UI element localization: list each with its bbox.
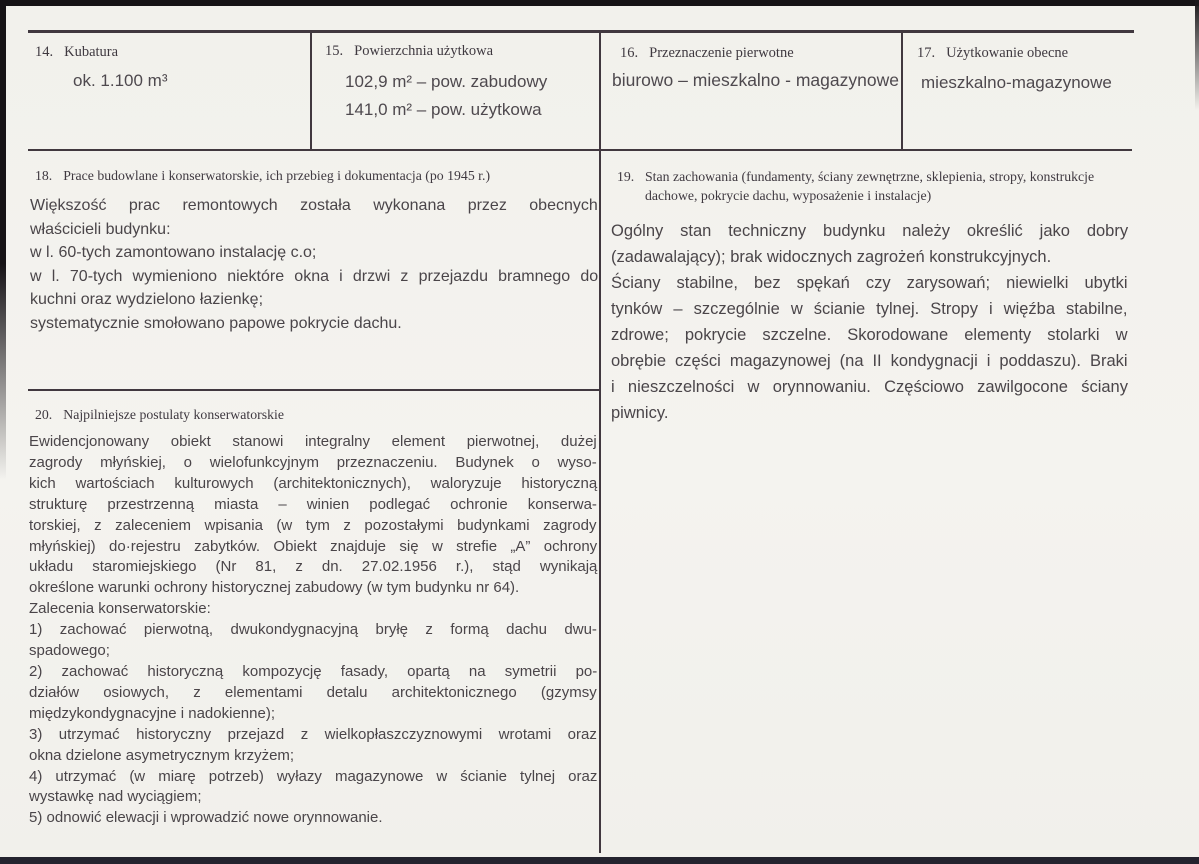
field-18-prace-budowlane bbox=[28, 151, 599, 389]
field-17-label-row bbox=[917, 45, 1134, 62]
text-line: i nieszczelności w orynnowaniu. Częściowo zawilgocone ściany bbox=[611, 378, 1128, 396]
field-17-label: Użytkowanie obecne bbox=[946, 45, 1069, 61]
scan-edge-top bbox=[0, 0, 1199, 6]
field-16-number: 16. bbox=[620, 45, 639, 61]
text-line: właścicieli budynku: bbox=[30, 220, 171, 238]
text-line: Zalecenia konserwatorskie: bbox=[29, 600, 211, 618]
field-15-values bbox=[345, 68, 599, 124]
field-19-body-text bbox=[611, 218, 1128, 426]
text-line: młyńskiej) do·rejestru zabytków. Obiekt znajduje się w strefie „A” ochrony bbox=[29, 537, 598, 555]
field-17-number: 17. bbox=[917, 45, 936, 61]
field-19-label bbox=[645, 168, 1134, 205]
scan-edge-right bbox=[1195, 0, 1199, 110]
field-20-number: 20. bbox=[35, 407, 53, 422]
field-14-value: ok. 1.100 m³ bbox=[73, 71, 168, 90]
field-20-postulaty-konserwatorskie bbox=[28, 391, 599, 853]
text-line: Większość prac remontowych została wykonana przez obecnych bbox=[30, 197, 598, 214]
text-line: układu staromiejskiego (Nr 81, z dn. 27.02.1956 r.), stąd wynikają bbox=[29, 558, 598, 576]
text-line: 3) utrzymać historyczny przejazd z wielkopłaszczyznowymi wrotami oraz bbox=[29, 725, 597, 743]
text-line: zagrody młyńskiej, o wielofunkcyjnym przeznaczeniu. Budynek o wyso- bbox=[29, 453, 597, 471]
field-20-label-row bbox=[35, 407, 599, 423]
text-line: 4) utrzymać (w miarę potrzeb) wyłazy magazynowe w ścianie tylnej oraz bbox=[29, 767, 598, 785]
text-line: dachowe, pokrycie dachu, wyposażenie i instalacje) bbox=[645, 187, 932, 203]
text-line: 2) zachować historyczną kompozycję fasady, opartą na symetrii po- bbox=[29, 662, 598, 680]
field-17-value: mieszkalno-magazynowe bbox=[921, 73, 1112, 92]
text-line: 5) odnowić elewacji i wprowadzić nowe orynnowanie. bbox=[29, 809, 383, 827]
text-line: kich wartościach kulturowych (architektonicznych), waloryzuje historyczną bbox=[29, 474, 598, 492]
field-19-stan-zachowania bbox=[601, 151, 1134, 851]
field-16-przeznaczenie-pierwotne bbox=[601, 30, 901, 151]
scan-edge-bottom bbox=[0, 857, 1199, 864]
text-line: Ewidencjonowany obiekt stanowi integralny element pierwotnej, dużej bbox=[29, 433, 597, 450]
text-line: Ściany stabilne, bez spękań czy zarysowań; niewielki ubytki bbox=[611, 274, 1128, 292]
field-14-label-row bbox=[35, 44, 310, 61]
text-line: spadowego; bbox=[29, 642, 110, 660]
scan-edge-left bbox=[0, 0, 6, 480]
field-20-body-text bbox=[29, 432, 597, 829]
text-line: piwnicy. bbox=[611, 404, 669, 422]
field-15-label: Powierzchnia użytkowa bbox=[354, 43, 494, 59]
field-20-label: Najpilniejsze postulaty konserwatorskie bbox=[63, 407, 284, 422]
text-line: 141,0 m² – pow. użytkowa bbox=[345, 100, 542, 119]
text-line: 102,9 m² – pow. zabudowy bbox=[345, 72, 548, 91]
text-line: w l. 70-tych wymieniono niektóre okna i drzwi z przejazdu bramnego do bbox=[30, 267, 599, 285]
field-15-powierzchnia-uzytkowa bbox=[312, 30, 599, 149]
text-line: (zadawalający); brak widocznych zagrożeń konstrukcyjnych. bbox=[611, 248, 1052, 266]
text-line: zdrowe; pokrycie szczelne. Skorodowane elementy stolarki w bbox=[611, 326, 1128, 344]
field-16-label: Przeznaczenie pierwotne bbox=[649, 45, 794, 61]
text-line: 1) zachować pierwotną, dwukondygnacyjną bryłę z formą dachu dwu- bbox=[29, 621, 597, 639]
text-line: obrębie części magazynowej (na II kondygnacji i poddaszu). Braki bbox=[611, 352, 1128, 370]
text-line: Stan zachowania (fundamenty, ściany zewnętrzne, sklepienia, stropy, konstrukcje bbox=[645, 169, 1095, 184]
field-14-label: Kubatura bbox=[64, 44, 119, 60]
field-18-body-text bbox=[30, 194, 598, 335]
text-line: strukturę przestrzenną miasta – winien podlegać ochronie konserwa- bbox=[29, 495, 597, 513]
field-17-uzytkowanie-obecne bbox=[903, 30, 1134, 151]
text-line: torskiej, z zaleceniem wpisania (w tym z pozostałymi budynkami zagrody bbox=[29, 516, 597, 534]
field-15-number: 15. bbox=[325, 43, 344, 59]
field-18-label: Prace budowlane i konserwatorskie, ich przebieg i dokumentacja (po 1945 r.) bbox=[63, 168, 491, 183]
field-16-label-row bbox=[620, 45, 901, 62]
field-14-kubatura bbox=[28, 30, 310, 149]
field-16-value: biurowo – mieszkalno - magazynowe bbox=[612, 70, 899, 90]
text-line: działów osiowych, z elementami detalu architektonicznego (gzymsy bbox=[29, 683, 597, 701]
text-line: kuchni oraz wydzielono łazienkę; bbox=[30, 291, 264, 308]
field-15-label-row bbox=[325, 43, 599, 60]
text-line: Ogólny stan techniczny budynku należy określić jako dobry bbox=[611, 222, 1129, 240]
field-19-label-row bbox=[617, 168, 1134, 205]
text-line: okna dzielone asymetrycznym krzyżem; bbox=[29, 746, 295, 764]
field-18-number: 18. bbox=[35, 168, 53, 183]
text-line: określone warunki ochrony historycznej zabudowy (w tym budynku nr 64). bbox=[29, 579, 520, 597]
field-19-number: 19. bbox=[617, 169, 635, 184]
text-line: międzykondygnacyjne i nadokienne); bbox=[29, 704, 275, 722]
text-line: tynków – szczególnie w ścianie tylnej. Stropy i więźba stabilne, bbox=[611, 300, 1128, 318]
text-line: systematycznie smołowano papowe pokrycie dachu. bbox=[30, 314, 402, 332]
text-line: w l. 60-tych zamontowano instalację c.o; bbox=[30, 244, 317, 261]
field-14-number: 14. bbox=[35, 44, 54, 60]
text-line: wystawkę nad wyciągiem; bbox=[29, 788, 202, 806]
field-18-label-row bbox=[35, 168, 599, 184]
